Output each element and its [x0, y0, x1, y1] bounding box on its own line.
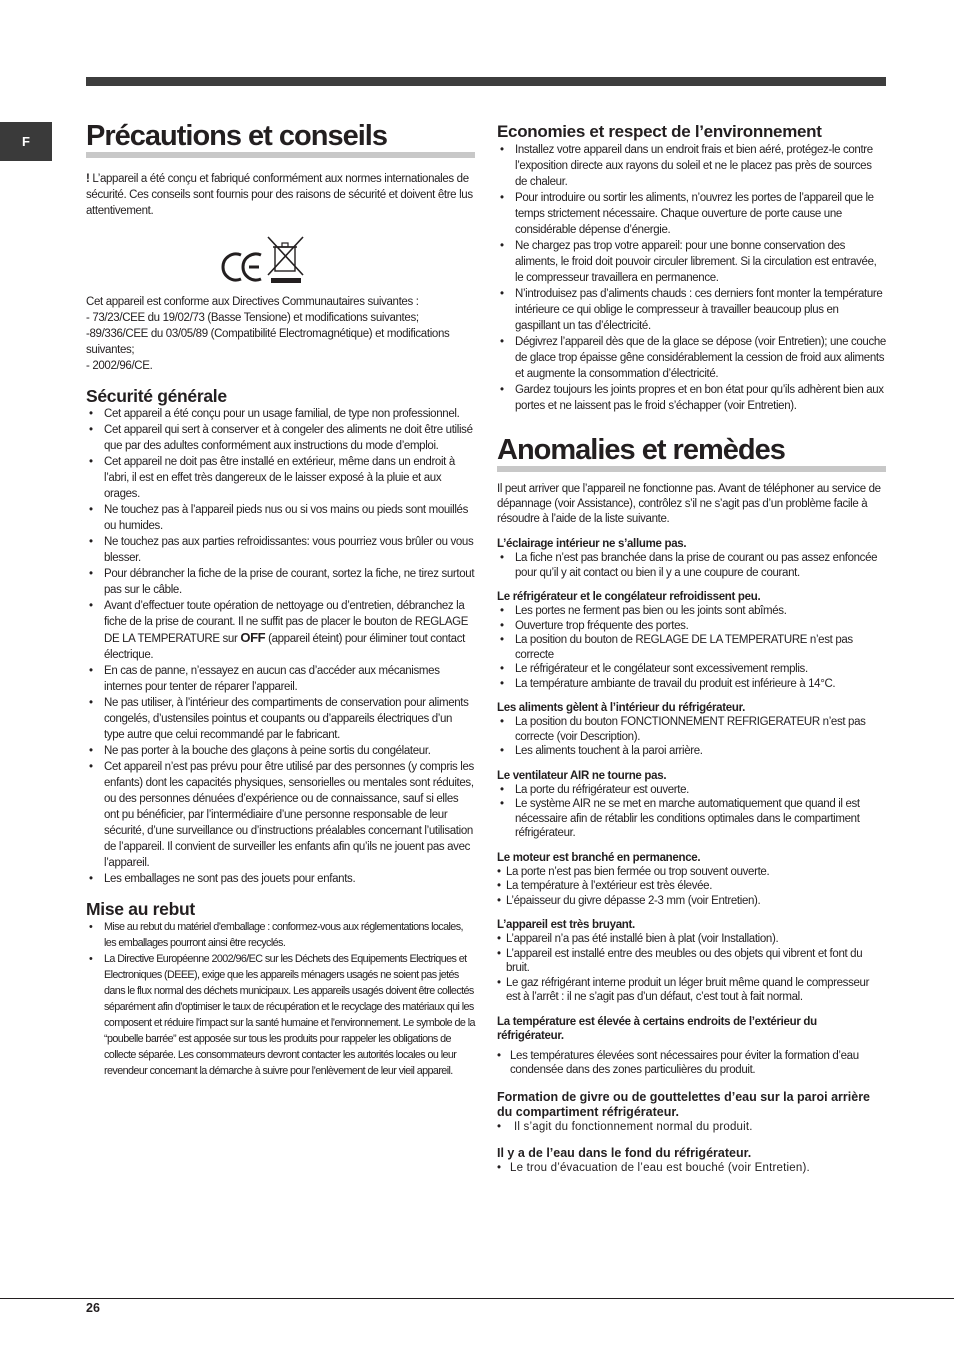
list-item: • Pour introduire ou sortir les aliments, n’ouvrez les portes de l’appareil que le temps strictement nécessaire. Chaque ouverture de porte cause une considérable dépense d’énergie. [497, 190, 886, 238]
anomaly-heading: L’appareil est très bruyant. [497, 919, 635, 931]
anomaly-list [497, 604, 886, 691]
intro-text: L’appareil a été conçu et fabriqué conformément aux normes internationales de sécurité. Ces conseils sont fournis pour des raisons de sécurité et doivent être lus attentivement. [86, 173, 473, 217]
list-item: • N’introduisez pas d’aliments chauds : ces derniers font monter la température intérieure ce qui oblige le compresseur à travailler beaucoup plus en gaspillant un tas d’électricité. [497, 286, 886, 334]
list-item: • Cet appareil ne doit pas être installé en extérieur, même dans un endroit à l’abri, il est en effet très dangereux de le laisser exposé à la pluie et aux orages. [86, 454, 475, 502]
list-item [86, 598, 475, 663]
list-item: • La position du bouton FONCTIONNEMENT REFRIGERATEUR n’est pas correcte (voir Description). [497, 715, 886, 744]
list-item: • Cet appareil n’est pas prévu pour être utilisé par des personnes (y compris les enfants) dont les capacités physiques, sensorielles ou mentales sont réduites, ou des personnes dénuées d’expérience ou de connaissance, sauf si elles ont pu bénéficier, par l’intermédiaire d’une personne responsable de leur sécurité, d’une surveillance ou d’instructions préalables concernant l’utilisation de l’appareil. Il convient de surveiller les enfants afin qu’ils ne jouent pas avec l’appareil. [86, 759, 475, 871]
list-item: • Les emballages ne sont pas des jouets pour enfants. [86, 871, 475, 887]
anomalies-title: Anomalies et remèdes [497, 434, 886, 472]
list-item: • Gardez toujours les joints propres et en bon état pour qu’ils adhèrent bien aux portes et ne laissent pas le froid s’échapper (voir Entretien). [497, 382, 886, 414]
list-item: • En cas de panne, n’essayez en aucun cas d’accéder aux mécanismes internes pour tenter de réparer l’appareil. [86, 663, 475, 695]
anomaly-heading: Le réfrigérateur et le congélateur refroidissent peu. [497, 591, 761, 603]
anomaly-list [497, 1049, 886, 1078]
anomaly-list [497, 865, 886, 909]
list-item: • La position du bouton de REGLAGE DE LA TEMPERATURE n’est pas correcte [497, 633, 886, 662]
anomaly-list [497, 551, 886, 580]
anomaly-heading: Le ventilateur AIR ne tourne pas. [497, 769, 667, 782]
right-column [497, 120, 886, 1176]
list-item: • Le système AIR ne se met en marche automatiquement que quand il est nécessaire afin de rétablir les conditions optimales dans le compartiment réfrigérateur. [497, 797, 886, 841]
list-item: • La porte du réfrigérateur est ouverte. [497, 783, 886, 798]
list-item: • Ne pas utiliser, à l’intérieur des compartiments de conservation pour aliments congelés, d’ustensiles pointus et coupants ou d’appareils électriques d’un type autre que celui recommandé par le fabricant. [86, 695, 475, 743]
anomaly-heading: Les aliments gèlent à l’intérieur du réfrigérateur. [497, 702, 746, 714]
anomaly-list [497, 932, 886, 1005]
list-item: • La température à l’extérieur est très élevée. [497, 879, 886, 894]
anomaly-heading: Il y a de l’eau dans le fond du réfrigérateur. [497, 1146, 752, 1160]
item-text: Avant d’effectuer toute opération de nettoyage ou d’entretien, débranchez la fiche de la prise de courant. Il ne suffit pas de placer le bouton de REGLAGE DE LA TEMPERATURE sur [104, 600, 469, 645]
top-rule [86, 77, 886, 86]
anomaly-list [497, 715, 886, 759]
rebut-list [86, 919, 475, 1079]
list-item: • La fiche n’est pas branchée dans la prise de courant ou pas assez enfoncée pour qu’il y ait contact ou bien il y a une coupure de courant. [497, 551, 886, 580]
language-tab: F [0, 122, 52, 161]
crossed-bin-icon [268, 237, 303, 283]
list-item: • Cet appareil a été conçu pour un usage familial, de type non professionnel. [86, 406, 475, 422]
list-item: • Les températures élevées sont nécessaires pour éviter la formation d’eau condensée dans des zones particulières du produit. [497, 1049, 886, 1078]
list-item: • Ne touchez pas aux parties refroidissantes: vous pourriez vous brûler ou vous blesser. [86, 534, 475, 566]
anomaly-list [497, 1120, 886, 1135]
list-item: • Dégivrez l’appareil dès que de la glace se dépose (voir Entretien); une couche de glace trop épaisse gêne considérablement la cession de froid aux aliments et augmente la consommation d’électricité. [497, 334, 886, 382]
ce-weee-logo [86, 233, 475, 288]
list-item: • L’appareil n’a pas été installé bien à plat (voir Installation). [497, 932, 886, 947]
list-item: • Ne touchez pas à l’appareil pieds nus ou si vos mains ou pieds sont mouillés ou humides. [86, 502, 475, 534]
page-number: 26 [86, 1301, 100, 1315]
list-item: • Mise au rebut du matériel d’emballage : conformez-vous aux réglementations locales, les emballages pourront ainsi être recyclés. [86, 919, 475, 951]
off-label: OFF [240, 630, 266, 645]
footer-rule [0, 1298, 954, 1299]
conformity-line-3: -89/336/CEE du 03/05/89 (Compatibilité Electromagnétique) et modifications suivantes; [86, 328, 450, 356]
conformity-line-4: - 2002/96/CE. [86, 360, 153, 372]
item-text: (appareil éteint) pour éliminer tout contact électrique. [104, 633, 465, 661]
anomaly-list [497, 783, 886, 841]
list-item: • Il s’agit du fonctionnement normal du produit. [497, 1120, 886, 1135]
list-item: • La température ambiante de travail du produit est inférieure à 14°C. [497, 677, 886, 692]
list-item: • Ouverture trop fréquente des portes. [497, 619, 886, 634]
list-item: • Ne pas porter à la bouche des glaçons à peine sortis du congélateur. [86, 743, 475, 759]
conformity-line-1: Cet appareil est conforme aux Directives Communautaires suivantes : [86, 296, 419, 308]
list-item: • Les portes ne ferment pas bien ou les joints sont abîmés. [497, 604, 886, 619]
anomaly-heading: Le moteur est branché en permanence. [497, 851, 701, 864]
list-item: • Pour débrancher la fiche de la prise de courant, sortez la fiche, ne tirez surtout pas sur le câble. [86, 566, 475, 598]
list-item: • Cet appareil qui sert à conserver et à congeler des aliments ne doit être utilisé que par des adultes conformément aux instructions du mode d’emploi. [86, 422, 475, 454]
warning-mark: ! [86, 173, 90, 185]
securite-list [86, 406, 475, 887]
left-column [86, 120, 475, 1079]
conformity-line-2: - 73/23/CEE du 19/02/73 (Basse Tensione) et modifications suivantes; [86, 312, 419, 324]
list-item: • Le réfrigérateur et le congélateur sont excessivement remplis. [497, 662, 886, 677]
economies-list [497, 142, 886, 414]
list-item: • Installez votre appareil dans un endroit frais et bien aéré, protégez-le contre l’exposition directe aux rayons du soleil et ne le placez pas près de sources de chaleur. [497, 142, 886, 190]
list-item: • L’appareil est installé entre des meubles ou des objets qui vibrent et font du bruit. [497, 947, 886, 976]
anomaly-heading: Formation de givre ou de gouttelettes d’eau sur la paroi arrière du compartiment réfrigérateur. [497, 1089, 871, 1119]
ce-mark-icon [219, 233, 309, 288]
list-item: • L’épaisseur du givre dépasse 2-3 mm (voir Entretien). [497, 894, 886, 909]
anomaly-heading: La température est élevée à certains endroits de l’extérieur du réfrigérateur. [497, 1015, 817, 1042]
anomalies-intro: Il peut arriver que l’appareil ne fonctionne pas. Avant de téléphoner au service de dépannage (voir Assistance), contrôlez s’il ne s’agit pas d’un problème facile à résoudre à l’aide de la liste suivante. [497, 483, 881, 525]
precautions-intro [86, 171, 475, 219]
list-item: • Les aliments touchent à la paroi arrière. [497, 744, 886, 759]
list-item: • Le gaz réfrigérant interne produit un léger bruit même quand le compresseur est à l’arrêt : il ne s’agit pas d’un défaut, c’est tout à fait normal. [497, 976, 886, 1005]
anomaly-list [497, 1161, 886, 1176]
anomaly-heading: L’éclairage intérieur ne s’allume pas. [497, 538, 687, 550]
list-item: • La Directive Européenne 2002/96/EC sur les Déchets des Equipements Electriques et Electroniques (DEEE), exige que les appareils ménagers usagés ne soient pas jetés dans le flux normal des déchets municipaux. Les appareils usagés doivent être collectés séparément afin d’optimiser le taux de récupération et le recyclage des matériaux qui les composent et réduire l’impact sur la santé humaine et l’environnement. Le symbole de la “poubelle barrée” est apposée sur tous les produits pour rappeler les obligations de collecte séparée. Les consommateurs devront contacter les autorités locales ou leur revendeur concernant la démarche à suivre pour l’enlèvement de leur vieil appareil. [86, 951, 475, 1079]
economies-title: Economies et respect de l’environnement [497, 122, 822, 141]
precautions-title: Précautions et conseils [86, 120, 475, 158]
list-item: • Le trou d’évacuation de l’eau est bouché (voir Entretien). [497, 1161, 886, 1176]
securite-title: Sécurité générale [86, 386, 227, 406]
rebut-title: Mise au rebut [86, 899, 195, 919]
list-item: • La porte n’est pas bien fermée ou trop souvent ouverte. [497, 865, 886, 880]
list-item: • Ne chargez pas trop votre appareil: pour une bonne conservation des aliments, le froid doit pouvoir circuler librement. Si la circulation est entravée, le compresseur travaillera en permanence. [497, 238, 886, 286]
